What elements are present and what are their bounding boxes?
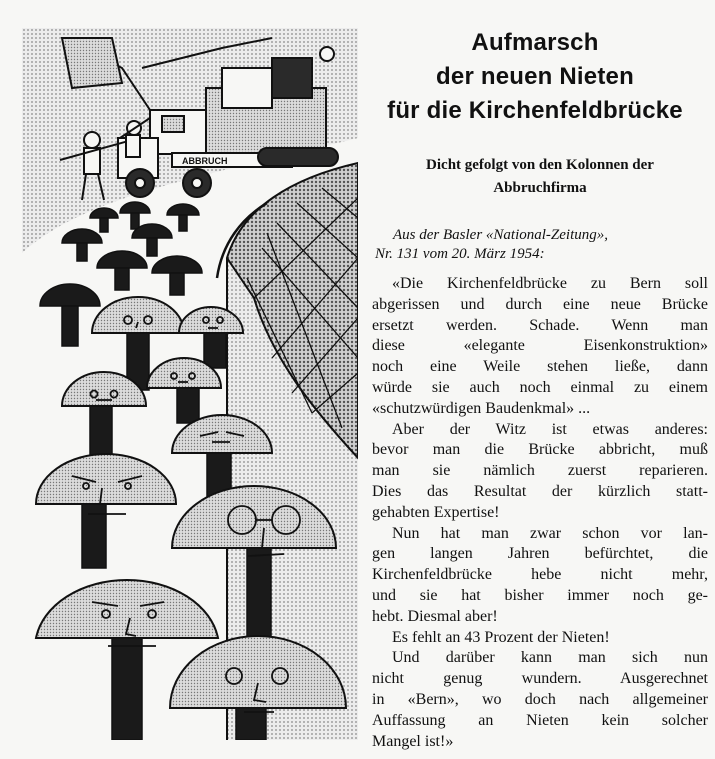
source-citation [375,226,707,264]
body-line: Und darüber kann man sich nun [392,649,708,667]
body-line: «Die Kirchenfeldbrücke zu Bern soll [392,275,708,292]
body-line: Nun hat man zwar schon vor lan- [392,524,708,542]
body-line: hebt. Diesmal aber! [372,607,498,625]
body-line: Dies das Resultat der kürzlich statt- [372,482,708,500]
body-line: gehabten Expertise! [372,503,500,521]
body-line: diese «elegante Eisenkonstruktion» [372,337,708,355]
body-line: Auffassung an Nieten kein solcher [372,711,708,729]
headline-line: der neuen Nieten [436,63,634,90]
body-line: ersetzt werden. Schade. Wenn man [372,316,708,334]
body-line: Es fehlt an 43 Prozent der Nieten! [392,628,610,646]
subheadline-line: Abbruchfirma [493,180,587,196]
body-line: gen langen Jahren befürchtet, die [372,545,708,563]
body-line: Kirchenfeldbrücke hebe nicht mehr, [372,566,708,584]
body-line: Aber der Witz ist etwas anderes: [392,420,708,438]
body-line: Mangel ist!» [372,732,454,750]
body-line: würde sie auch noch einmal zu einem [372,378,708,396]
subheadline [370,154,710,200]
subheadline-line: Dicht gefolgt von den Kolonnen der [426,157,654,173]
body-line: «schutzwürdigen Baudenkmal» ... [372,399,591,417]
body-line: bevor man die Brücke abbricht, muß [372,441,708,459]
body-line: und sie hat bisher immer noch ge- [372,586,708,604]
body-line: in «Bern», wo doch nach allgemeiner [372,690,708,708]
truck-sign: ABBRUCH [182,156,228,166]
body-line: nicht genug wundern. Ausgerechnet [372,670,708,688]
headline-line: für die Kirchenfeldbrücke [387,97,683,124]
source-line: Nr. 131 vom 20. März 1954: [375,246,545,262]
headline-line: Aufmarsch [471,29,599,56]
body-line: noch eine Weile stehen ließe, dann [372,358,708,376]
body-line: man sie nämlich zuerst reparieren. [372,462,708,480]
source-line: Aus der Basler «National-Zeitung», [393,227,608,243]
body-line: abgerissen und durch eine neue Brücke [372,295,708,313]
article-body [372,274,708,752]
cartoon-illustration [22,28,358,740]
headline [360,26,710,128]
